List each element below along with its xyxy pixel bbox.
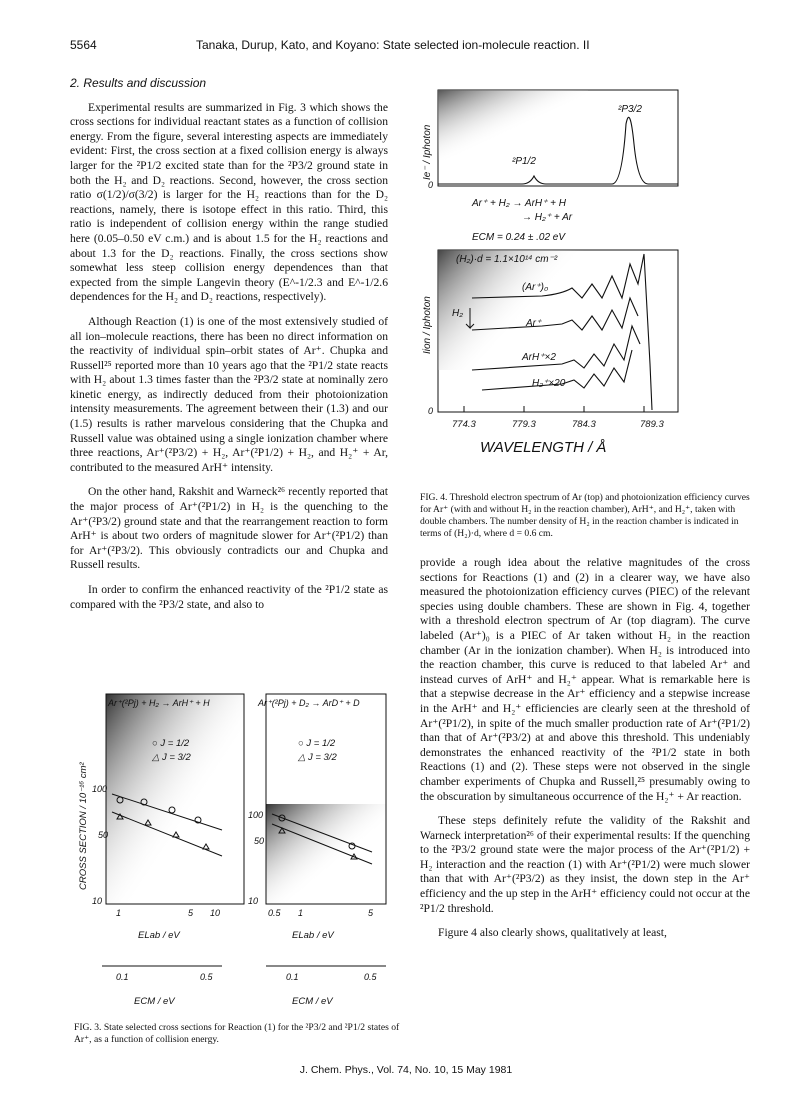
paragraph: These steps definitely refute the validity of the Rakshit and Warneck interpretation²⁶ of their experimental results: If the quenching to the ²P3/2 ground state were the major process of the Ar⁺(²P1/2) + H₂ interaction and the reaction (1) with Ar⁺(²P1/2) were much slower than that with Ar⁺(²P3/2) as they insist, the down step in the Ar⁺ efficiency and the up step in the ArH⁺ efficiency could not occur at the ²P1/2 threshold. [420,814,750,915]
ecm-tick: 0.1 [116,972,129,982]
peak-p12-label: ²P1/2 [512,156,536,167]
page-number: 5564 [70,38,97,52]
x-tick: 0.5 [268,908,281,918]
ecm-label: ECM / eV [134,996,175,1007]
paragraph: Figure 4 also clearly shows, qualitatively at least, [438,926,667,940]
ecm-tick: 0.5 [364,972,377,982]
zero-label: 0 [428,406,434,416]
x-tick: 779.3 [512,419,536,430]
paragraph: On the other hand, Rakshit and Warneck²⁶ recently reported that the major process of Ar⁺(²P1/2) in H₂ is the quenching to the Ar⁺(²P3/2) ground state and that the rearrangement reaction to form ArH⁺ is about two orders of magnitude slower for Ar⁺(²P1/2) than for Ar⁺(²P3/2). This obviously contradicts our and Chupka and Russell results. [70,485,388,572]
legend-j12: ○ J = 1/2 [152,738,190,749]
left-column [70,76,388,622]
y-tick: 100 [248,810,264,820]
curve-h2-label: H₂⁺×20 [532,378,566,389]
y-tick: 100 [92,784,108,794]
legend-j32: △ J = 3/2 [298,752,337,763]
curve-arh-label: ArH⁺×2 [522,352,556,363]
paragraph: Although Reaction (1) is one of the most extensively studied of all ion–molecule reactions, there has been no direct information on the reactivity of individual spin–orbit states of Ar⁺. Chupka and Russell²⁵ reported more than 10 years ago that the ²P1/2 state reacts with H₂ about 1.3 times faster than the ²P3/2 state at nominally zero kinetic energy, as indirectly deduced from their photoionization intensity measurements. The agreement between their (1.3) and our (1.5) results is rather marvelous considering that the Chupka and Russell value was obtained using a single ionization chamber where three reactions, Ar⁺(²P3/2) + H₂, Ar⁺(²P1/2) + H₂, and H₂⁺ + Ar, contributed to the measured ArH⁺ intensity. [70,314,388,474]
zero-label: 0 [428,180,434,190]
elab-label: ELab / eV [292,930,334,941]
reaction-line-2: → H₂⁺ + Ar [522,212,573,223]
ecm-tick: 0.5 [200,972,213,982]
x-tick: 5 [368,908,374,918]
running-title: Tanaka, Durup, Kato, and Koyano: State selected ion-molecule reaction. II [196,38,590,52]
x-tick: 784.3 [572,419,596,430]
ecm-tick: 0.1 [286,972,299,982]
density-label: (H₂)·d = 1.1×10¹⁴ cm⁻² [456,254,558,265]
ecm-label: ECM / eV [292,996,333,1007]
ecm-label: ECM = 0.24 ± .02 eV [472,232,566,243]
section-heading: 2. Results and discussion [70,76,207,90]
left-panel-title: Ar⁺(²Pj) + H₂ → ArH⁺ + H [108,698,210,708]
x-axis-label: WAVELENGTH / Å [480,439,607,456]
fig4-caption: FIG. 4. Threshold electron spectrum of Ar (top) and photoionization efficiency curves for Ar⁺ (with and without H₂ in the reaction chamber), ArH⁺, and H₂⁺, taken with double chambers. The number density of H₂ in the reaction chamber is indicated in terms of (H₂)·d, where d = 0.6 cm. [420,492,750,539]
right-panel-title: Ar⁺(²Pj) + D₂ → ArD⁺ + D [258,698,360,708]
paragraph: provide a rough idea about the relative magnitudes of the cross sections for Reactions (1) and (2) in a clearer way, we have also measured the photoionization efficiency curves (PIEC) of the relevant species using double chambers. These are shown in Fig. 4, together with a threshold electron spectrum of Ar (top diagram). The curve labeled (Ar⁺)₀ is a PIEC of Ar taken without H₂ in the reaction chamber (Ar in the ionization chamber). When H₂ is introduced into the reaction chamber, this curve is reduced to that labeled Ar⁺ and instead curves of ArH⁺ and H₂⁺ appear. What is remarkable here is that a stepwise decrease in the Ar⁺ efficiency and a stepwise increase in the ArH⁺ and H₂⁺ efficiencies are clearly seen at the threshold of Ar⁺(²P1/2), in spite of the much smaller production rate of Ar⁺(²P1/2) than that of Ar⁺(²P3/2) at and above this threshold. This undeniably demonstrates the enhanced reactivity of the ²P1/2 state in both Reactions (1) and (2). These steps were not observed in the single chamber experiments of Chupka and Russell,²⁵ presumably owing to the obscuration by simultaneous occurrence of the H₂⁺ + Ar reaction. [420,556,750,803]
paragraph: In order to confirm the enhanced reactivity of the ²P1/2 state as compared with the ²P3/2 state, and also to [70,583,388,611]
x-tick: 10 [210,908,221,918]
fig3-caption: FIG. 3. State selected cross sections for Reaction (1) for the ²P3/2 and ²P1/2 states of Ar⁺, as a function of collision energy. [74,1022,400,1045]
y-axis-top-label: Ie⁻ / Iphoton [422,124,433,180]
y-tick: 50 [98,830,109,840]
reaction-line-1: Ar⁺ + H₂ → ArH⁺ + H [472,198,567,209]
legend-j32: △ J = 3/2 [152,752,191,763]
x-tick: 789.3 [640,419,664,430]
x-tick: 5 [188,908,194,918]
x-tick: 774.3 [452,419,476,430]
right-column [420,556,750,951]
journal-footer: J. Chem. Phys., Vol. 74, No. 10, 15 May 1981 [299,1064,513,1076]
y-axis-bottom-label: Iion / Iphoton [422,296,433,354]
figure-4 [412,84,702,469]
curve-ar-label: Ar⁺ [526,318,542,329]
legend-j12: ○ J = 1/2 [298,738,336,749]
elab-label: ELab / eV [138,930,180,941]
y-axis-label: CROSS SECTION / 10⁻¹⁶ cm² [78,762,89,890]
figure-3 [72,690,402,1020]
x-tick: 1 [116,908,122,918]
x-tick: 1 [298,908,304,918]
paragraph: Experimental results are summarized in Fig. 3 which shows the cross sections for individual reactant states as a function of collision energy. From the figure, several interesting aspects are immediately evident: First, the cross section at a fixed collision energy is always larger for the ²P1/2 excited state than for the ²P3/2 ground state in both the H₂ and D₂ reactions. Second, however, the cross section ratio σ(1/2)/σ(3/2) is larger for the H₂ reactions than for the D₂ reactions, namely, there is isotope effect in this ratio. Third, this ratio is independent of collision energy within the range studied here (0.05–0.50 eV c.m.) and is about 1.5 for the H₂ reactions and about 1.3 for the D₂ reactions. Finally, the cross sections show somewhat less steep collision energy dependences than that expected from the simple Langevin theory (E^-1/2.3 and E^-1/2.6 dependences for the H₂ and D₂ reactions, respectively). [70,100,388,304]
y-tick: 10 [92,896,103,906]
curve-ar0-label: (Ar⁺)₀ [522,282,549,293]
y-tick: 10 [248,896,259,906]
h2-arrow-label: H₂ [452,308,464,319]
y-tick: 50 [254,836,265,846]
peak-p32-label: ²P3/2 [618,104,642,115]
